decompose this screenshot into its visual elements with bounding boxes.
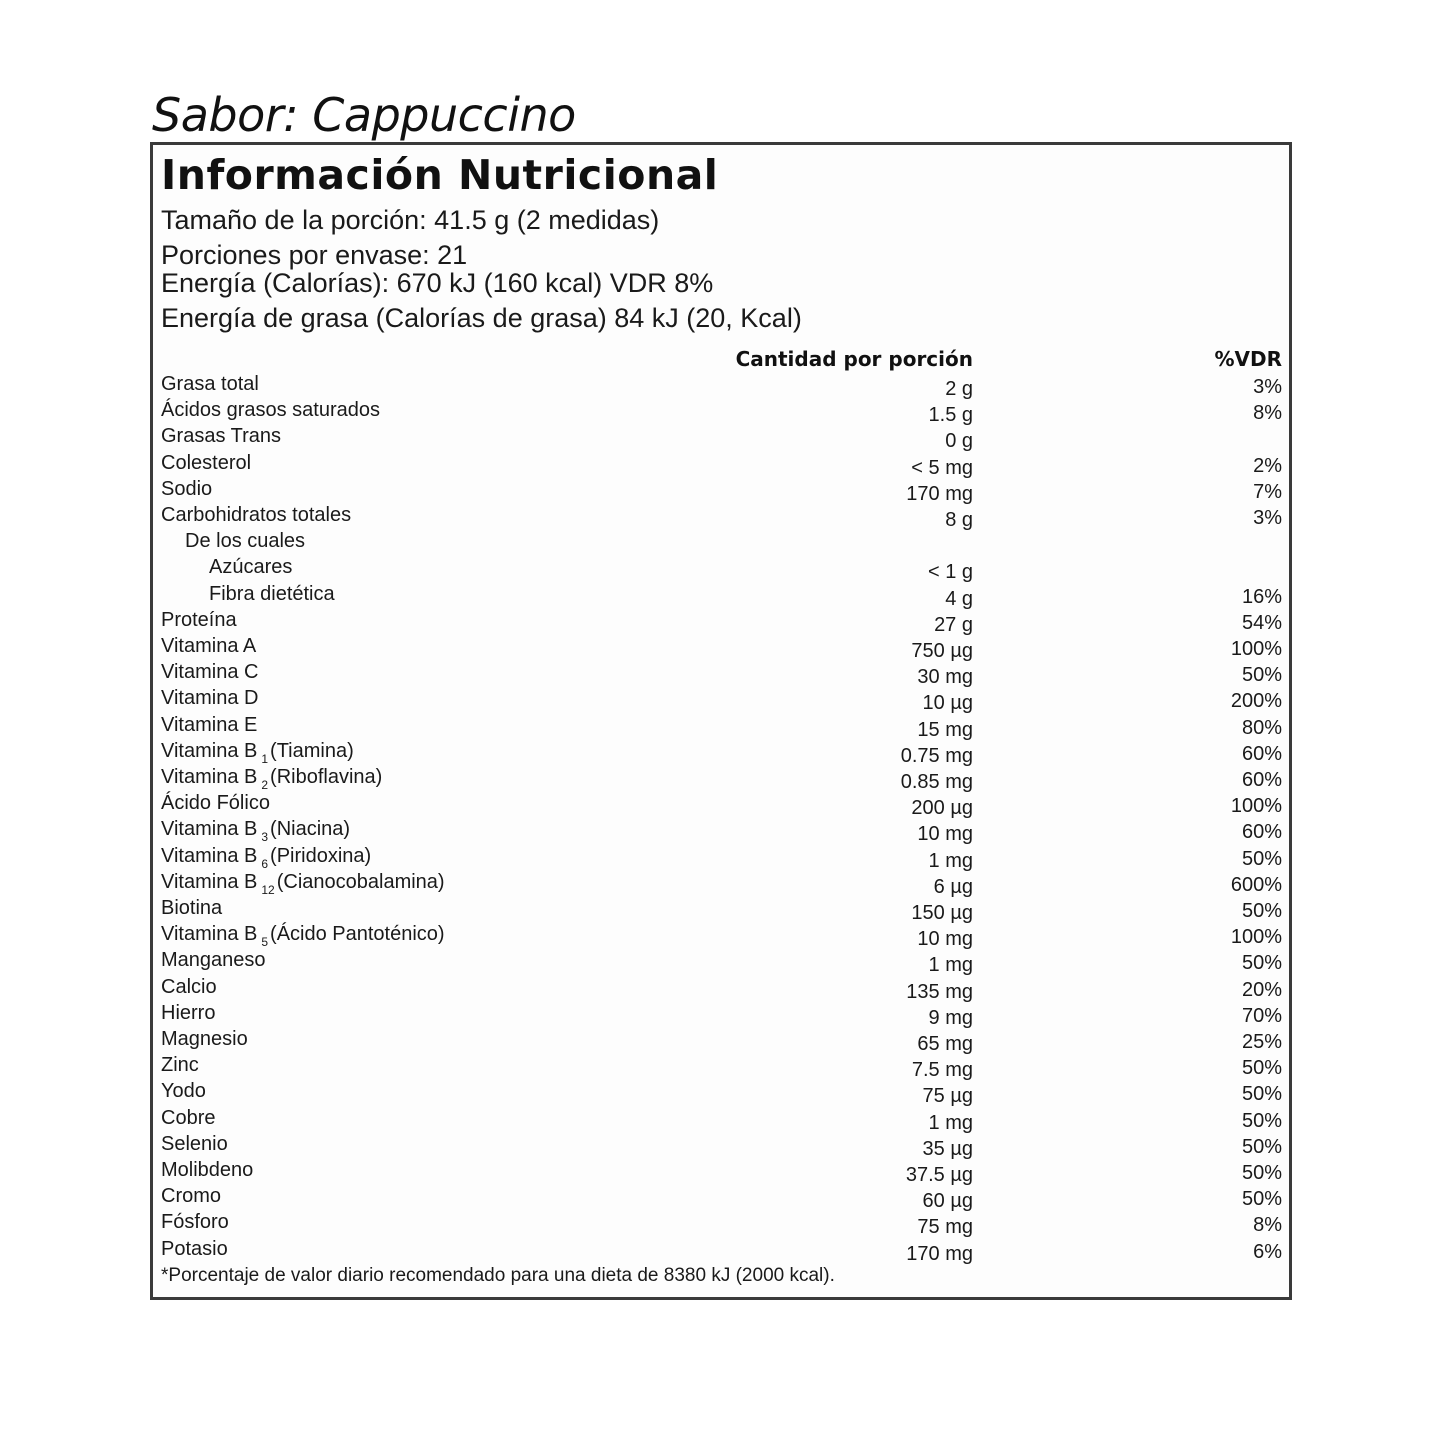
- nutrient-amount: 1 mg: [928, 849, 973, 872]
- nutrient-vdr: 50%: [1241, 1083, 1282, 1106]
- nutrient-amount: 4 g: [945, 587, 973, 610]
- nutrition-facts-panel: [150, 142, 1292, 1300]
- serving-size: Tamaño de la porción: 41.5 g (2 medidas): [161, 205, 660, 235]
- nutrient-name-text: Cobre: [161, 1106, 216, 1129]
- nutrient-name-text: Colesterol: [161, 451, 252, 474]
- nutrient-vdr: 80%: [1241, 716, 1282, 739]
- nutrient-amount: 10 mg: [917, 823, 973, 846]
- nutrient-name-text: Grasas Trans: [161, 425, 282, 448]
- nutrient-row: [153, 609, 1289, 635]
- nutrient-name-suffix: (Niacina): [270, 818, 351, 841]
- nutrient-name: [161, 818, 351, 845]
- nutrient-name: [161, 1028, 248, 1051]
- nutrient-amount: 2 g: [945, 378, 973, 400]
- nutrient-name-text: Azúcares: [209, 556, 293, 579]
- nutrient-name-text: Magnesio: [161, 1028, 248, 1050]
- nutrient-row: [153, 556, 1289, 582]
- nutrient-vdr: 70%: [1241, 1004, 1282, 1027]
- nutrient-amount: 8 g: [945, 509, 973, 531]
- nutrient-amount: 35 µg: [922, 1137, 973, 1160]
- nutrient-vdr: 50%: [1241, 664, 1282, 687]
- nutrient-name-text: Manganeso: [161, 949, 266, 972]
- nutrient-amount: 200 µg: [911, 797, 973, 820]
- nutrient-amount: 6 µg: [933, 875, 973, 898]
- nutrient-vdr: 60%: [1241, 742, 1282, 765]
- nutrient-amount: 1 mg: [928, 1111, 973, 1134]
- nutrient-row: [153, 1238, 1289, 1264]
- nutrient-name-text: Ácidos grasos saturados: [161, 399, 381, 422]
- nutrient-name: [161, 897, 222, 920]
- nutrient-name-suffix: (Tiamina): [270, 739, 354, 762]
- nutrient-amount: 9 mg: [928, 1006, 973, 1029]
- nutrient-row: [153, 661, 1289, 687]
- nutrient-name-text: Cromo: [161, 1185, 222, 1208]
- nutrient-row: [153, 1133, 1289, 1159]
- nutrient-amount: 1 mg: [928, 954, 973, 977]
- nutrient-amount: 1.5 g: [928, 404, 973, 427]
- nutrient-row: [153, 845, 1289, 871]
- nutrient-row: [153, 740, 1289, 766]
- nutrient-row: [153, 373, 1289, 399]
- nutrient-vdr: 100%: [1230, 926, 1282, 949]
- nutrient-row: [153, 976, 1289, 1002]
- nutrient-amount: 0.75 mg: [900, 744, 973, 767]
- nutrient-name: [161, 609, 237, 632]
- nutrient-row: [153, 1028, 1289, 1054]
- nutrient-row: [153, 897, 1289, 923]
- nutrient-name-text: Calcio: [161, 975, 217, 998]
- nutrient-subscript: 12: [261, 882, 275, 897]
- nutrient-name: [161, 504, 351, 527]
- nutrient-row: [153, 1185, 1289, 1211]
- nutrient-vdr: 50%: [1241, 1162, 1282, 1184]
- nutrient-vdr: 50%: [1241, 847, 1282, 870]
- nutrient-name: [161, 1002, 215, 1025]
- nutrient-name: [161, 766, 383, 792]
- nutrient-name-text: Vitamina B: [161, 844, 258, 867]
- nutrient-name: [161, 635, 256, 658]
- nutrient-name-text: Selenio: [161, 1132, 228, 1155]
- nutrient-name: [161, 1159, 253, 1182]
- nutrient-vdr: 6%: [1253, 1240, 1282, 1263]
- nutrient-amount: 0.85 mg: [900, 771, 973, 793]
- nutrient-amount: 135 mg: [906, 980, 973, 1003]
- nutrient-name: [161, 714, 257, 737]
- nutrient-subscript: 1: [261, 751, 269, 766]
- nutrient-subscript: 5: [261, 935, 269, 950]
- nutrient-vdr: 50%: [1241, 1188, 1282, 1211]
- nutrient-row: [153, 1159, 1289, 1185]
- nutrient-name: [161, 1054, 199, 1077]
- nutrient-name: [161, 1185, 221, 1208]
- nutrient-vdr: 54%: [1241, 611, 1282, 634]
- nutrient-vdr: 50%: [1241, 900, 1282, 922]
- nutrient-subscript: 6: [261, 856, 269, 871]
- nutrient-vdr: 25%: [1241, 1031, 1282, 1053]
- nutrient-name-text: De los cuales: [185, 530, 306, 553]
- nutrient-name-text: Sodio: [161, 477, 213, 500]
- nutrient-amount: 15 mg: [917, 718, 973, 741]
- nutrient-subscript: 2: [261, 778, 269, 792]
- nutrient-name: [161, 792, 270, 815]
- nutrient-name: [161, 976, 217, 999]
- nutrient-amount: 10 µg: [922, 692, 973, 715]
- nutrient-row: [153, 1211, 1289, 1237]
- nutrient-vdr: 60%: [1241, 769, 1282, 791]
- nutrient-row: [153, 792, 1289, 818]
- nutrient-name-suffix: (Piridoxina): [270, 844, 372, 867]
- nutrient-vdr: 20%: [1241, 978, 1282, 1001]
- nutrient-name: [161, 870, 445, 897]
- nutrient-amount: 7.5 mg: [911, 1059, 973, 1082]
- nutrient-name-text: Vitamina B: [161, 766, 258, 788]
- nutrient-name-text: Ácido Fólico: [161, 792, 270, 815]
- nutrient-row: [153, 687, 1289, 713]
- nutrient-amount: 75 µg: [922, 1085, 973, 1108]
- nutrient-row: [153, 530, 1289, 556]
- nutrient-name-text: Fósforo: [161, 1211, 229, 1234]
- nutrient-name-text: Vitamina B: [161, 818, 258, 841]
- nutrient-row: [153, 425, 1289, 451]
- nutrient-name: [161, 923, 445, 950]
- nutrient-row: [153, 818, 1289, 844]
- nutrient-amount: 750 µg: [911, 640, 973, 662]
- nutrient-name-text: Hierro: [161, 1001, 216, 1024]
- nutrient-row: [153, 1054, 1289, 1080]
- nutrient-row: [153, 1080, 1289, 1106]
- nutrient-name-text: Vitamina A: [161, 635, 257, 657]
- nutrient-vdr: 60%: [1241, 821, 1282, 844]
- nutrient-name-text: Vitamina E: [161, 713, 258, 736]
- nutrient-row: [153, 1002, 1289, 1028]
- nutrient-vdr: 3%: [1253, 376, 1282, 398]
- nutrient-name-text: Vitamina D: [161, 687, 259, 710]
- nutrient-vdr: 8%: [1253, 402, 1282, 425]
- nutrient-amount: 170 mg: [906, 482, 973, 505]
- nutrient-name: [161, 399, 380, 422]
- nutrient-name: [161, 1107, 215, 1130]
- nutrient-row: [153, 949, 1289, 975]
- nutrient-row: [153, 766, 1289, 792]
- nutrient-name-text: Vitamina B: [161, 870, 258, 893]
- nutrient-vdr: 16%: [1241, 585, 1282, 608]
- panel-title: Información Nutricional: [161, 151, 719, 199]
- nutrient-name-suffix: (Ácido Pantoténico): [270, 923, 445, 946]
- nutrient-name-text: Biotina: [161, 897, 223, 919]
- nutrient-name-text: Fibra dietética: [209, 582, 335, 605]
- nutrient-vdr: 8%: [1253, 1214, 1282, 1237]
- nutrient-name: [161, 661, 258, 684]
- nutrient-name: [161, 949, 266, 972]
- nutrient-amount: 27 g: [934, 613, 973, 636]
- nutrient-name: [161, 373, 259, 396]
- nutrient-name: [161, 478, 212, 501]
- nutrient-name: [161, 1133, 228, 1156]
- nutrient-row: [153, 452, 1289, 478]
- nutrient-row: [153, 923, 1289, 949]
- nutrient-name: [161, 425, 281, 448]
- nutrient-amount: 60 µg: [922, 1190, 973, 1213]
- nutrient-vdr: 100%: [1230, 638, 1282, 660]
- nutrient-vdr: 50%: [1241, 952, 1282, 975]
- nutrient-name-text: Proteína: [161, 608, 237, 631]
- flavor-heading: Sabor: Cappuccino: [152, 88, 576, 142]
- nutrient-subscript: 3: [261, 830, 269, 845]
- nutrient-name-text: Yodo: [161, 1080, 206, 1103]
- nutrient-vdr: 100%: [1230, 795, 1282, 818]
- nutrient-amount: < 1 g: [927, 561, 973, 584]
- nutrient-vdr: 600%: [1230, 873, 1282, 896]
- nutrient-amount: 150 µg: [911, 902, 973, 924]
- nutrient-row: [153, 1107, 1289, 1133]
- column-header-amount: Cantidad por porción: [735, 347, 973, 371]
- nutrient-name-text: Grasa total: [161, 373, 259, 395]
- nutrient-amount: 65 mg: [917, 1033, 973, 1055]
- nutrient-vdr: 7%: [1253, 480, 1282, 503]
- nutrient-vdr: 50%: [1241, 1109, 1282, 1132]
- nutrient-amount: 37.5 µg: [905, 1164, 973, 1186]
- nutrient-name: [161, 1080, 206, 1103]
- nutrient-row: [153, 714, 1289, 740]
- energy-line: Energía (Calorías): 670 kJ (160 kcal) VDR 8%: [161, 268, 714, 298]
- servings-per-container: Porciones por envase: 21: [161, 240, 468, 270]
- column-header-vdr: %VDR: [1214, 347, 1282, 371]
- nutrient-name-text: Molibdeno: [161, 1159, 254, 1181]
- nutrient-name: [161, 687, 258, 710]
- nutrient-name-text: Potasio: [161, 1237, 228, 1260]
- nutrient-row: [153, 399, 1289, 425]
- nutrient-name: [161, 844, 372, 871]
- nutrient-vdr: 2%: [1253, 454, 1282, 477]
- nutrient-amount: < 5 mg: [911, 456, 973, 479]
- nutrient-row: [153, 871, 1289, 897]
- nutrient-vdr: 200%: [1230, 690, 1282, 713]
- nutrient-name-text: Zinc: [161, 1054, 199, 1077]
- nutrient-amount: 10 mg: [917, 928, 973, 951]
- nutrient-amount: 170 mg: [906, 1242, 973, 1265]
- nutrient-name-text: Carbohidratos totales: [161, 504, 352, 526]
- nutrient-row: [153, 635, 1289, 661]
- nutrient-name: [209, 556, 292, 579]
- nutrient-name-suffix: (Riboflavina): [270, 766, 383, 788]
- nutrient-name: [209, 583, 335, 606]
- nutrient-name-text: Vitamina C: [161, 661, 259, 684]
- nutrient-vdr: 50%: [1241, 1057, 1282, 1080]
- nutrient-amount: 0 g: [945, 430, 973, 453]
- nutrient-vdr: 50%: [1241, 1135, 1282, 1158]
- energy-from-fat-line: Energía de grasa (Calorías de grasa) 84 kJ (20, Kcal): [161, 303, 802, 333]
- nutrient-row: [153, 583, 1289, 609]
- footnote: *Porcentaje de valor diario recomendado para una dieta de 8380 kJ (2000 kcal).: [161, 1265, 835, 1286]
- nutrient-row: [153, 504, 1289, 530]
- nutrient-row: [153, 478, 1289, 504]
- nutrient-name: [161, 1238, 228, 1261]
- nutrient-name: [161, 739, 354, 766]
- nutrient-amount: 30 mg: [917, 666, 973, 689]
- nutrient-name-suffix: (Cianocobalamina): [276, 870, 445, 893]
- nutrient-name: [161, 1211, 229, 1234]
- nutrient-amount: 75 mg: [917, 1216, 973, 1239]
- nutrient-name: [161, 452, 251, 475]
- nutrient-vdr: 3%: [1253, 507, 1282, 529]
- nutrient-name-text: Vitamina B: [161, 923, 258, 946]
- nutrient-name: [185, 530, 305, 553]
- nutrient-name-text: Vitamina B: [161, 739, 258, 762]
